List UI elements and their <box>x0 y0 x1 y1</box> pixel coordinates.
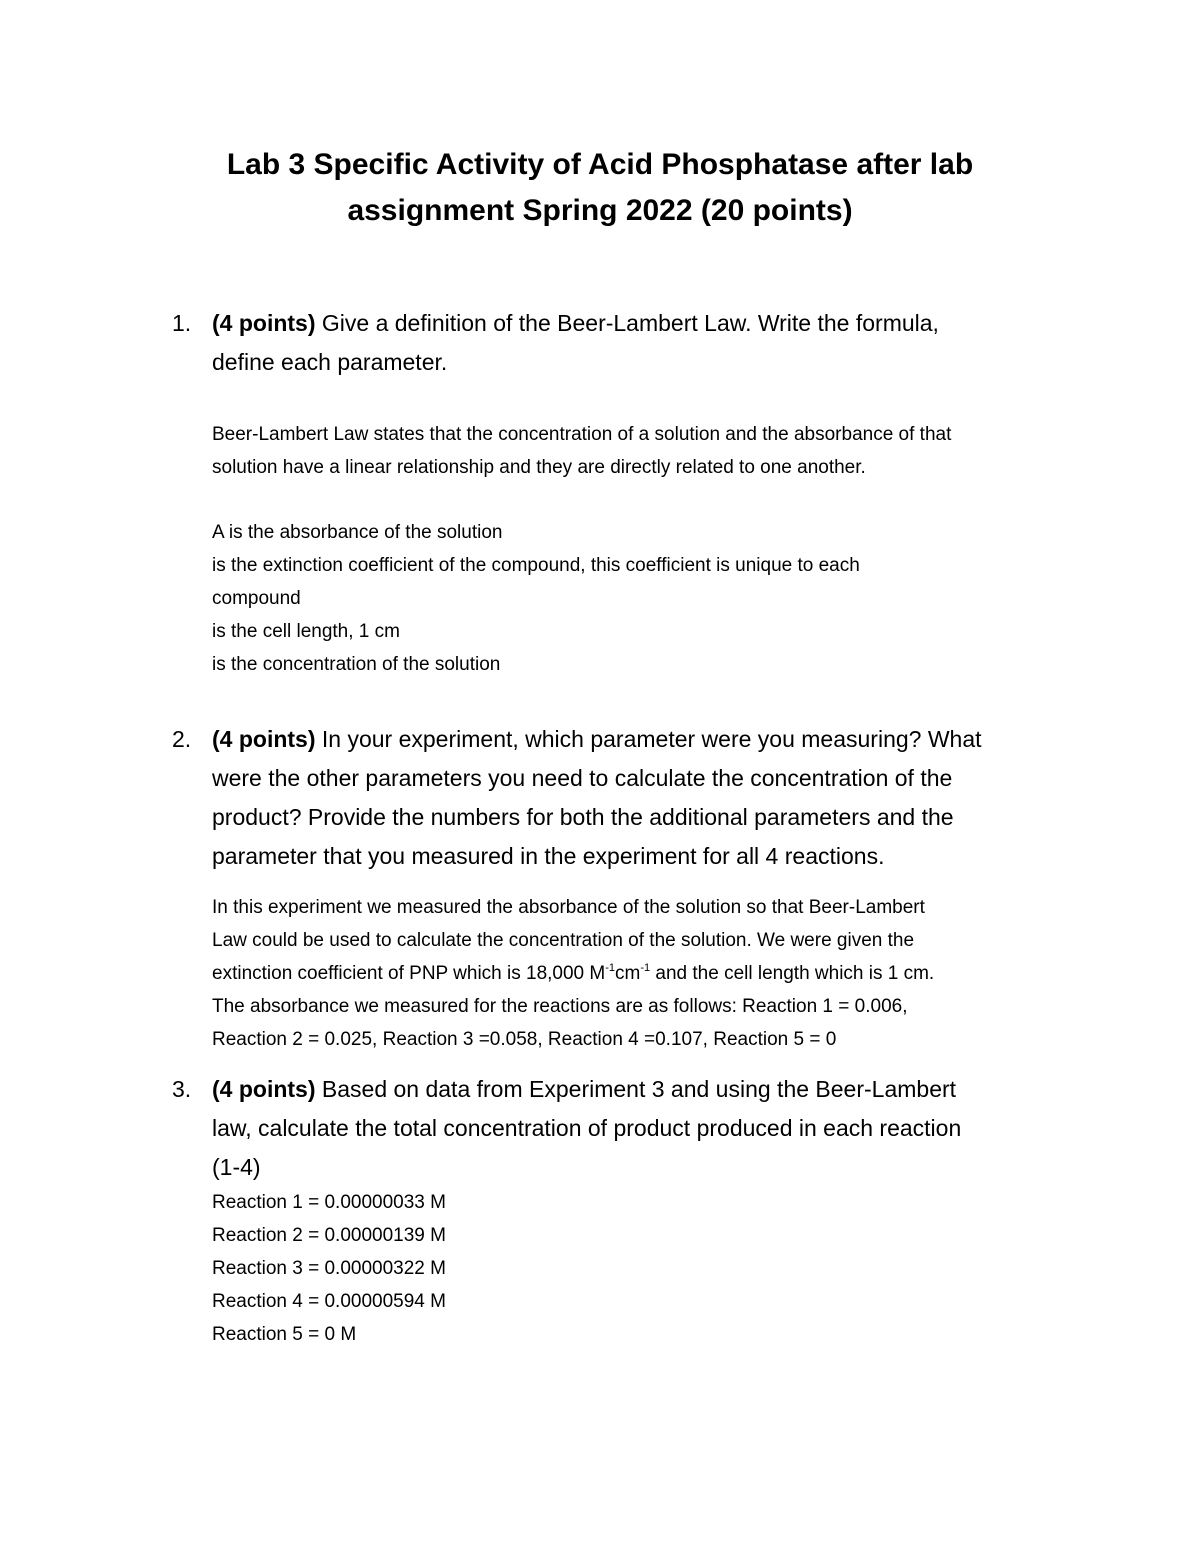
question-1-points: (4 points) <box>212 310 316 336</box>
question-1-text-line-1: Give a definition of the Beer-Lambert Law. Write the formula, <box>315 310 939 336</box>
answer-2-line-3 <box>212 957 1092 990</box>
unit-exponent-cm: -1 <box>640 962 651 974</box>
param-cell-length: is the cell length, 1 cm <box>212 621 400 642</box>
param-concentration: is the concentration of the solution <box>212 654 501 675</box>
param-extinction-line-1: is the extinction coefficient of the compound, this coefficient is unique to each <box>212 555 860 576</box>
question-2-text-line-1: In your experiment, which parameter were you measuring? What <box>315 726 982 752</box>
answer-2-line-1: In this experiment we measured the absorbance of the solution so that Beer-Lambert <box>212 897 925 918</box>
question-1 <box>172 304 1072 382</box>
answer-2-line-3-unit: cm <box>615 963 641 984</box>
reaction-result: Reaction 5 = 0 M <box>212 1324 357 1345</box>
answer-3 <box>212 1186 1092 1351</box>
question-2 <box>172 720 1072 876</box>
unit-exponent-m: -1 <box>605 962 616 974</box>
answer-1-parameters <box>212 516 1092 681</box>
question-3-points: (4 points) <box>212 1076 316 1102</box>
question-3-text-line-1: Based on data from Experiment 3 and using the Beer-Lambert <box>315 1076 957 1102</box>
question-2-text-line-3: product? Provide the numbers for both the additional parameters and the <box>212 804 954 830</box>
reaction-result: Reaction 4 = 0.00000594 M <box>212 1291 446 1312</box>
answer-2-line-3-post: and the cell length which is 1 cm. <box>650 963 935 984</box>
reaction-result: Reaction 2 = 0.00000139 M <box>212 1225 446 1246</box>
document-title <box>0 142 1200 234</box>
question-2-text-line-4: parameter that you measured in the experiment for all 4 reactions. <box>212 843 885 869</box>
param-absorbance: A is the absorbance of the solution <box>212 522 503 543</box>
answer-2-line-5: Reaction 2 = 0.025, Reaction 3 =0.058, Reaction 4 =0.107, Reaction 5 = 0 <box>212 1029 837 1050</box>
answer-2 <box>212 891 1092 1056</box>
question-2-points: (4 points) <box>212 726 316 752</box>
question-2-number: 2. <box>172 726 192 752</box>
answer-2-line-4: The absorbance we measured for the reactions are as follows: Reaction 1 = 0.006, <box>212 996 908 1017</box>
answer-2-line-3-pre: extinction coefficient of PNP which is 18,000 M <box>212 963 606 984</box>
reaction-result: Reaction 3 = 0.00000322 M <box>212 1258 446 1279</box>
title-line-1: Lab 3 Specific Activity of Acid Phosphatase after lab <box>226 148 974 181</box>
question-3-text-line-2: law, calculate the total concentration of product produced in each reaction <box>212 1115 962 1141</box>
question-3 <box>172 1070 1072 1187</box>
question-1-text-line-2: define each parameter. <box>212 349 448 375</box>
answer-1-def-line-2: solution have a linear relationship and they are directly related to one another. <box>212 457 866 478</box>
reaction-result: Reaction 1 = 0.00000033 M <box>212 1192 446 1213</box>
answer-2-line-2: Law could be used to calculate the concentration of the solution. We were given the <box>212 930 915 951</box>
question-1-number: 1. <box>172 310 192 336</box>
question-2-text-line-2: were the other parameters you need to calculate the concentration of the <box>212 765 953 791</box>
answer-1-def-line-1: Beer-Lambert Law states that the concentration of a solution and the absorbance of that <box>212 424 952 445</box>
title-line-2: assignment Spring 2022 (20 points) <box>347 194 853 227</box>
param-extinction-line-2: compound <box>212 588 301 609</box>
answer-1-definition <box>212 418 1092 484</box>
question-3-number: 3. <box>172 1076 192 1102</box>
question-3-text-line-3: (1-4) <box>212 1154 261 1180</box>
